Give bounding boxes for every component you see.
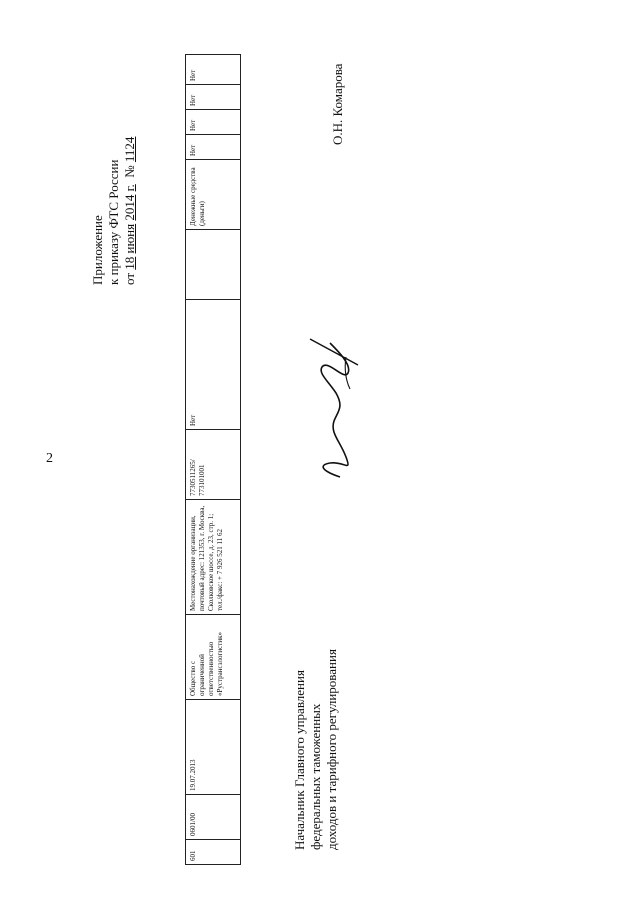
page-number: 2	[46, 451, 53, 466]
signatory-title-line1: Начальник Главного управления	[292, 670, 307, 850]
cell-col13: Нет	[186, 55, 241, 85]
register-table	[185, 54, 241, 865]
signatory-name: О.Н. Комарова	[330, 63, 345, 145]
table-row	[186, 55, 241, 865]
number-label: №	[122, 165, 137, 178]
cell-security-type: Денежные средства (деньги)	[186, 160, 241, 230]
date-year: 2014	[122, 194, 137, 221]
appendix-header	[90, 137, 138, 285]
signatory-title	[292, 649, 340, 850]
appendix-title: Приложение	[90, 215, 105, 285]
signatory-title-line3: доходов и тарифного регулирования	[324, 649, 339, 850]
cell-code: 0601/00	[186, 795, 241, 840]
appendix-order-ref: к приказу ФТС России	[106, 159, 121, 285]
cell-reg-number: 601	[186, 840, 241, 865]
order-number: 1124	[122, 136, 137, 163]
cell-col12: Нет	[186, 85, 241, 110]
date-day: 18	[122, 256, 137, 270]
date-month: июня	[122, 223, 137, 254]
cell-col7: Нет	[186, 300, 241, 430]
cell-date: 19.07.2013	[186, 700, 241, 795]
date-year-suffix: г.	[122, 184, 137, 192]
cell-inn-kpp: 7730511265/ 773101001	[186, 430, 241, 500]
handwritten-signature	[300, 335, 370, 485]
appendix-date-line	[122, 137, 138, 285]
cell-col10: Нет	[186, 135, 241, 160]
cell-address: Местонахождение организации, почтовый адрес: 121353, г. Москва, Сколковское шоссе, д. 23, стр. 1; тел./факс: + 7 926 521 11 62	[186, 500, 241, 615]
cell-col11: Нет	[186, 110, 241, 135]
cell-col8	[186, 230, 241, 300]
signatory-title-line2: федеральных таможенных	[308, 703, 323, 850]
date-prefix: от	[122, 272, 137, 285]
cell-organization: Общество с ограниченной ответственностью «Рустрансзлогистик»	[186, 615, 241, 700]
